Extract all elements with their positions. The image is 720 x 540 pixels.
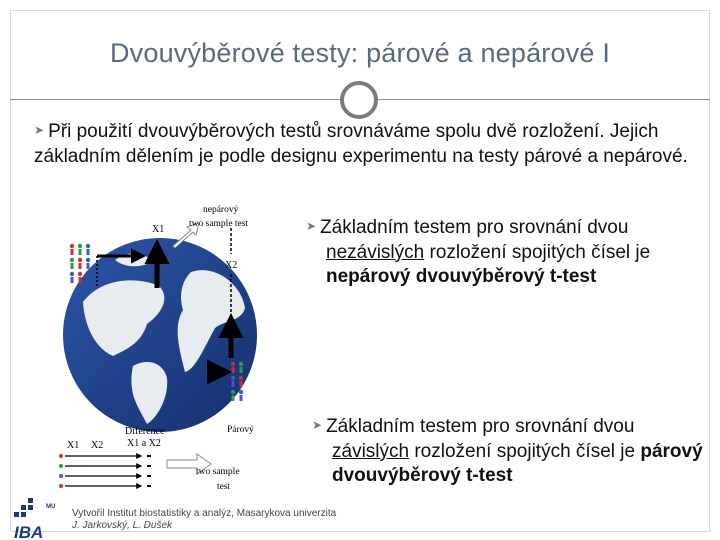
nonpaired-label-1: nepárový xyxy=(203,205,239,215)
independent-underlined: nezávislých xyxy=(326,241,425,263)
independent-test-paragraph xyxy=(306,214,706,290)
bullet-icon: ➤ xyxy=(306,219,317,233)
paired-label-1: Párový xyxy=(227,425,254,435)
paired-x1-label: X1 xyxy=(67,440,80,451)
logo-text: IBA xyxy=(14,523,44,540)
paired-test-paragraph xyxy=(312,413,707,489)
paired-underlined: závislých xyxy=(332,440,410,462)
logo-corner-text: MU xyxy=(46,504,56,510)
independent-prefix: Základním testem pro srovnání dvou xyxy=(320,217,629,238)
paired-label-3: test xyxy=(217,482,231,492)
two-sample-illustration xyxy=(55,198,290,494)
difference-label-1: Diference xyxy=(125,426,165,437)
slide-title: Dvouvýběrové testy: párové a nepárové I xyxy=(109,38,611,68)
iba-logo xyxy=(12,496,56,540)
independent-middle: rozložení spojitých čísel je xyxy=(424,241,651,263)
paired-middle: rozložení spojitých čísel je xyxy=(409,440,641,462)
footer-credit: Vytvořil Institut biostatistiky a analýz, Masarykova univerzita xyxy=(72,508,337,519)
paired-bold: párový dvouvýběrový t-test xyxy=(332,440,703,486)
nonpaired-label-2: two sample test xyxy=(189,219,249,229)
footer xyxy=(72,508,336,532)
bullet-icon: ➤ xyxy=(312,418,323,432)
paired-label-2: two sample xyxy=(196,467,240,477)
bullet-icon: ➤ xyxy=(34,123,45,137)
footer-authors: J. Jarkovský, L. Dušek xyxy=(72,520,173,531)
independent-bold: nepárový dvouvýběrový t-test xyxy=(326,266,597,287)
ring-ornament xyxy=(340,81,378,119)
intro-paragraph xyxy=(34,118,694,169)
x1-label: X1 xyxy=(152,224,165,235)
paired-prefix: Základním testem pro srovnání dvou xyxy=(326,416,635,437)
paired-rows xyxy=(59,454,151,488)
x2-label: X2 xyxy=(225,260,238,271)
intro-text: Při použití dvouvýběrových testů srovnáváme spolu dvě rozložení. Jejich základním dělením je podle designu experimentu na testy párové a nepárové. xyxy=(34,121,688,167)
paired-x2-label: X2 xyxy=(91,440,104,451)
difference-label-2: X1 a X2 xyxy=(127,438,161,449)
